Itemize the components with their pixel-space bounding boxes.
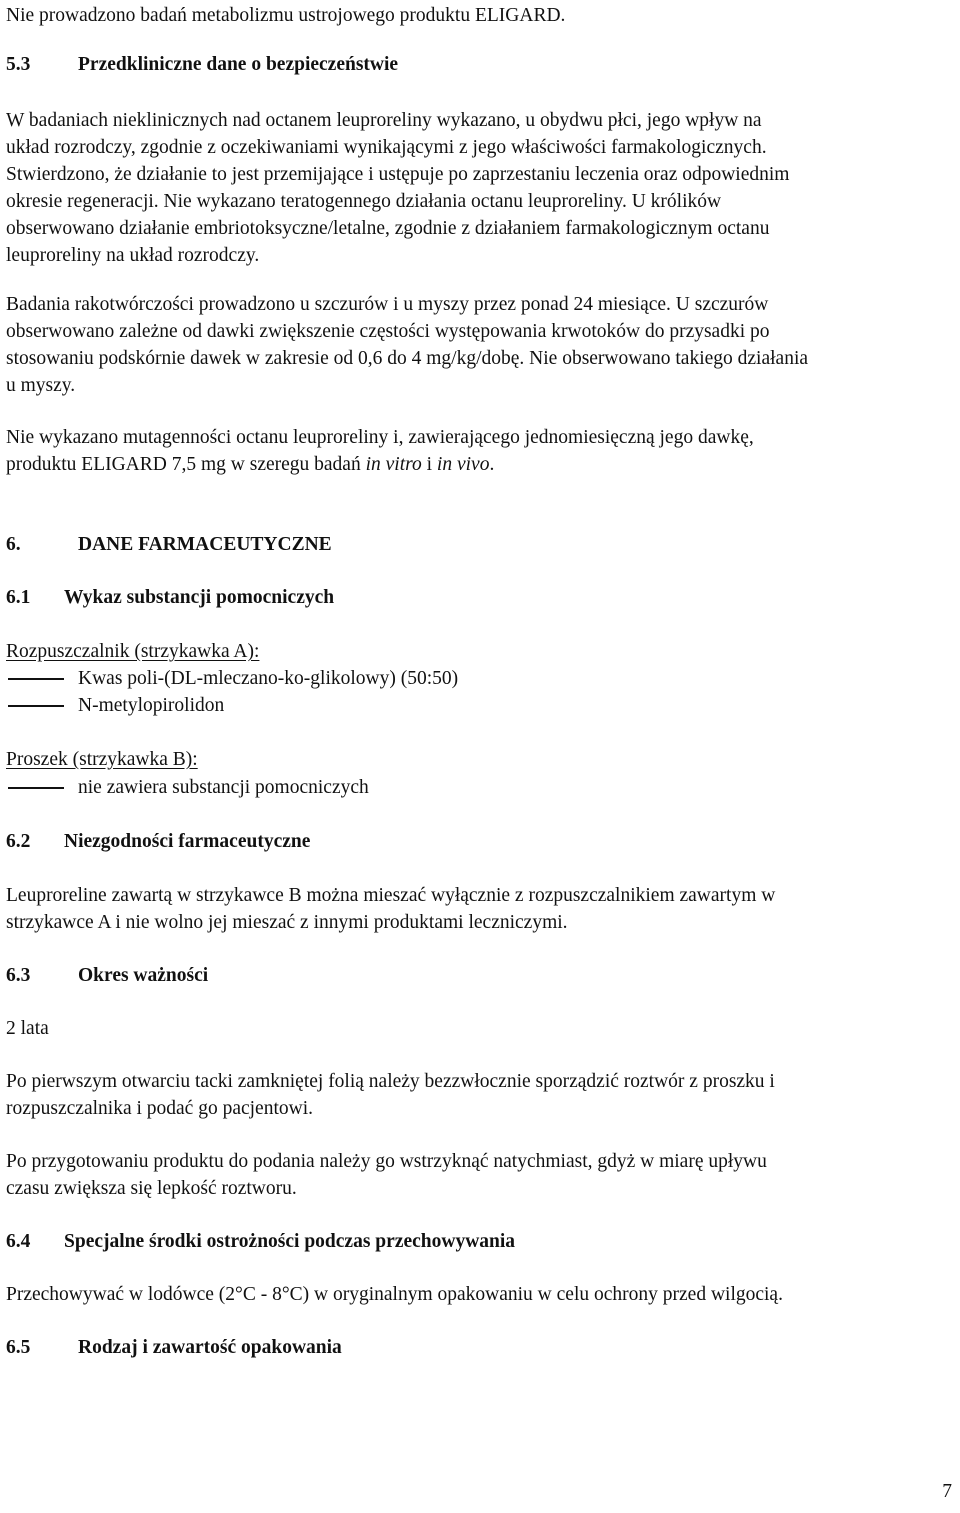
dash-bullet-icon bbox=[8, 678, 64, 680]
section-5-3-number: 5.3 bbox=[6, 54, 31, 75]
section-5-3-paragraph-2 bbox=[6, 291, 954, 399]
text-line: układ rozrodczy, zgodnie z oczekiwaniami wynikającymi z jego właściwości farmakologicznych. bbox=[6, 137, 767, 158]
text-run: produktu ELIGARD 7,5 mg w szeregu badań bbox=[6, 454, 366, 475]
section-6-2-paragraph bbox=[6, 882, 954, 936]
section-6-1-number: 6.1 bbox=[6, 587, 31, 608]
section-6-3-number: 6.3 bbox=[6, 965, 31, 986]
section-6-3-title: Okres ważności bbox=[78, 965, 209, 986]
text-line: Po przygotowaniu produktu do podania należy go wstrzyknąć natychmiast, gdyż w miarę upływu bbox=[6, 1151, 767, 1172]
section-6-title: DANE FARMACEUTYCZNE bbox=[78, 534, 332, 555]
text-line: stosowaniu podskórnie dawek w zakresie od 0,6 do 4 mg/kg/dobę. Nie obserwowano takiego działania bbox=[6, 348, 809, 369]
section-6-4-number: 6.4 bbox=[6, 1231, 31, 1252]
powder-label: Proszek (strzykawka B): bbox=[6, 749, 198, 770]
text-line: Leuproreline zawartą w strzykawce B można mieszać wyłącznie z rozpuszczalnikiem zawartym w bbox=[6, 885, 776, 906]
dash-bullet-icon bbox=[8, 787, 64, 789]
section-6-heading bbox=[6, 531, 954, 558]
section-6-2-number: 6.2 bbox=[6, 831, 31, 852]
section-6-5-heading bbox=[6, 1334, 954, 1361]
section-6-4-text: Przechowywać w lodówce (2°C - 8°C) w oryginalnym opakowaniu w celu ochrony przed wilgocią. bbox=[6, 1284, 783, 1305]
section-5-3-paragraph-1 bbox=[6, 107, 954, 269]
text-line: obserwowano działanie embriotoksyczne/letalne, zgodnie z działaniem farmakologicznym octanu bbox=[6, 218, 770, 239]
section-5-3-paragraph-3 bbox=[6, 424, 954, 478]
italic-term-in-vivo: in vivo bbox=[436, 454, 490, 475]
italic-term-in-vitro: in vitro bbox=[365, 454, 422, 475]
text-line: czasu zwiększa się lepkość roztworu. bbox=[6, 1178, 297, 1199]
section-5-3-title: Przedkliniczne dane o bezpieczeństwie bbox=[78, 54, 399, 75]
text-line: leuproreliny na układ rozrodczy. bbox=[6, 245, 260, 266]
solvent-label: Rozpuszczalnik (strzykawka A): bbox=[6, 641, 260, 662]
section-6-2-heading bbox=[6, 828, 954, 855]
text-run: . bbox=[489, 454, 495, 475]
section-6-5-title: Rodzaj i zawartość opakowania bbox=[78, 1337, 342, 1358]
text-line: strzykawce A i nie wolno jej mieszać z innymi produktami leczniczymi. bbox=[6, 912, 568, 933]
section-6-5-number: 6.5 bbox=[6, 1337, 31, 1358]
section-6-1-title: Wykaz substancji pomocniczych bbox=[64, 587, 335, 608]
section-6-1-heading bbox=[6, 584, 954, 611]
text-line: obserwowano zależne od dawki zwiększenie częstości występowania krwotoków do przysadki po bbox=[6, 321, 770, 342]
intro-line: Nie prowadzono badań metabolizmu ustrojowego produktu ELIGARD. bbox=[6, 5, 566, 26]
section-6-3-paragraph-1 bbox=[6, 1068, 954, 1122]
section-6-4-title: Specjalne środki ostrożności podczas przechowywania bbox=[64, 1231, 516, 1252]
section-5-3-heading bbox=[6, 51, 954, 78]
section-6-2-title: Niezgodności farmaceutyczne bbox=[64, 831, 311, 852]
text-line: okresie regeneracji. Nie wykazano teratogennego działania octanu leuproreliny. U królików bbox=[6, 191, 722, 212]
text-run: i bbox=[421, 454, 437, 475]
shelf-life-value: 2 lata bbox=[6, 1018, 49, 1039]
text-line: Po pierwszym otwarciu tacki zamkniętej folią należy bezzwłocznie sporządzić roztwór z proszku i bbox=[6, 1071, 775, 1092]
text-line: Badania rakotwórczości prowadzono u szczurów i u myszy przez ponad 24 miesiące. U szczurów bbox=[6, 294, 769, 315]
dash-bullet-icon bbox=[8, 705, 64, 707]
text-line: rozpuszczalnika i podać go pacjentowi. bbox=[6, 1098, 314, 1119]
section-6-3-heading bbox=[6, 962, 954, 989]
section-6-4-heading bbox=[6, 1228, 954, 1255]
list-item-text: nie zawiera substancji pomocniczych bbox=[78, 777, 369, 798]
text-line: Nie wykazano mutagenności octanu leuproreliny i, zawierającego jednomiesięczną jego dawkę, bbox=[6, 427, 754, 448]
text-line: Stwierdzono, że działanie to jest przemijające i ustępuje po zaprzestaniu leczenia oraz odpowiednim bbox=[6, 164, 790, 185]
page-number: 7 bbox=[942, 1481, 952, 1502]
list-item-text: N-metylopirolidon bbox=[78, 695, 225, 716]
text-line bbox=[6, 451, 954, 478]
text-line: u myszy. bbox=[6, 375, 76, 396]
list-item-text: Kwas poli-(DL-mleczano-ko-glikolowy) (50:50) bbox=[78, 668, 459, 689]
text-line: W badaniach nieklinicznych nad octanem leuproreliny wykazano, u obydwu płci, jego wpływ na bbox=[6, 110, 762, 131]
section-6-number: 6. bbox=[6, 534, 21, 555]
section-6-3-paragraph-2 bbox=[6, 1148, 954, 1202]
